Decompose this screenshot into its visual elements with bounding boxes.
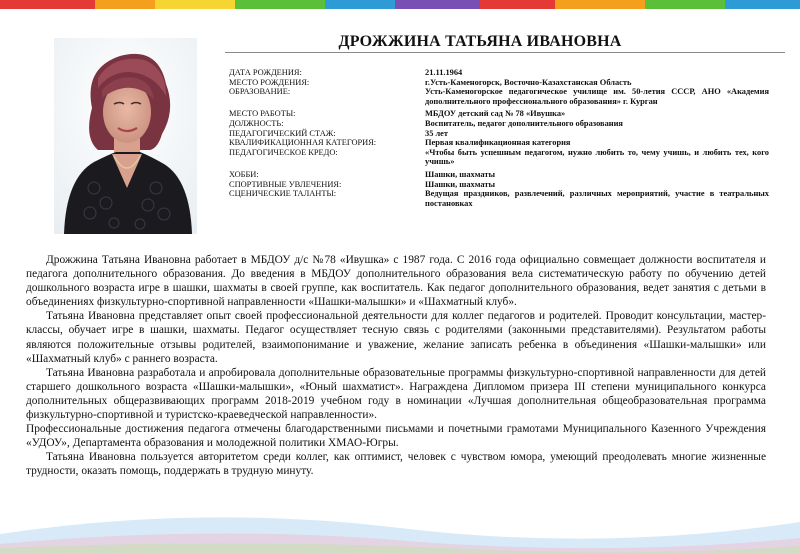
info-value: г.Усть-Каменогорск, Восточно-Казахстанская Область bbox=[425, 77, 632, 87]
biography-text bbox=[26, 253, 766, 479]
info-value: Воспитатель, педагог дополнительного образования bbox=[425, 118, 623, 128]
info-label: МЕСТО РАБОТЫ: bbox=[229, 109, 296, 119]
info-row bbox=[229, 129, 769, 139]
color-stripe bbox=[645, 0, 725, 9]
color-stripe bbox=[555, 0, 645, 9]
info-label: ХОББИ: bbox=[229, 169, 259, 179]
color-stripe bbox=[95, 0, 155, 9]
info-value: 21.11.1964 bbox=[425, 68, 463, 77]
info-value: Ведущая праздников, развлечений, различных мероприятий, участие в театральных постановках bbox=[425, 189, 769, 208]
page-title: ДРОЖЖИНА ТАТЬЯНА ИВАНОВНА bbox=[338, 33, 622, 50]
color-stripe bbox=[480, 0, 555, 9]
info-label: ДАТА РОЖДЕНИЯ: bbox=[229, 68, 302, 77]
info-label: МЕСТО РОЖДЕНИЯ: bbox=[229, 77, 310, 87]
biography-paragraph: Татьяна Ивановна представляет опыт своей профессиональной деятельности для коллег педагогов и родителей. Проводит консультации, мастер-классы, обучает игре в шашки, шахматы. Педагог осуществляет тесную связь с родителями (законными представителями). Результатом работы являются положительные отзывы родителей, взаимопонимание и уважение, желание записать ребенка в объединения «Шашки-малышки» или «Шахматный клуб» с раннего возраста. bbox=[26, 310, 766, 365]
info-row bbox=[229, 87, 769, 106]
info-row bbox=[229, 138, 769, 148]
decorative-wave bbox=[0, 494, 800, 554]
info-label: ДОЛЖНОСТЬ: bbox=[229, 118, 284, 128]
info-label: ОБРАЗОВАНИЕ: bbox=[229, 87, 291, 97]
info-row bbox=[229, 109, 769, 119]
color-stripe bbox=[235, 0, 325, 9]
info-value: «Чтобы быть успешным педагогом, нужно любить то, чему учишь, и любить тех, кого учишь» bbox=[425, 147, 769, 167]
color-stripe bbox=[395, 0, 480, 9]
info-value: Шашки, шахматы bbox=[425, 179, 496, 189]
title-divider bbox=[225, 52, 785, 53]
info-label: КВАЛИФИКАЦИОННАЯ КАТЕГОРИЯ: bbox=[229, 138, 377, 148]
biography-paragraph: Татьяна Ивановна разработала и апробировала дополнительные образовательные программы физкультурно-спортивной направленности для детей старшего дошкольного возраста «Шашки-малышки», «Юный шахматист». Награждена Дипломом призера III степени муниципального конкурса дополнительных общеразвивающих программ 2018-2019 учебном году в номинации «Лучшая дополнительная общеобразовательная программа физкультурно-спортивной и туристско-краеведческой направленности». bbox=[26, 366, 766, 422]
info-label: СЦЕНИЧЕСКИЕ ТАЛАНТЫ: bbox=[229, 189, 337, 199]
biography-paragraph: Татьяна Ивановна пользуется авторитетом среди коллег, как оптимист, человек с чувством юмора, умеющий преодолевать многие жизненные трудности, оказать помощь, поддержать в трудную минуту. bbox=[26, 451, 766, 478]
info-row bbox=[229, 170, 769, 180]
color-stripe bbox=[0, 0, 95, 9]
color-stripe bbox=[155, 0, 235, 9]
info-value: Шашки, шахматы bbox=[425, 169, 496, 179]
portrait-photo bbox=[54, 38, 197, 234]
info-value: Усть-Каменогорское педагогическое училище им. 50-летия СССР, АНО «Академия дополнительного профессионального образования» г. Курган bbox=[425, 87, 769, 106]
info-value: 35 лет bbox=[425, 128, 448, 138]
info-row bbox=[229, 119, 769, 129]
info-label: СПОРТИВНЫЕ УВЛЕЧЕНИЯ: bbox=[229, 179, 342, 189]
info-label: ПЕДАГОГИЧЕСКИЙ СТАЖ: bbox=[229, 128, 336, 138]
info-row bbox=[229, 78, 769, 88]
biography-paragraph: Профессиональные достижения педагога отмечены благодарственными письмами и почетными грамотами Муниципального Казенного Учреждения «УДОУ», Департамента образования и молодежной политики ХМАО-Югры. bbox=[26, 423, 766, 450]
info-row bbox=[229, 68, 769, 78]
info-value: МБДОУ детский сад № 78 «Ивушка» bbox=[425, 109, 566, 119]
info-row bbox=[229, 189, 769, 208]
color-stripe bbox=[725, 0, 800, 9]
profile-info-table bbox=[229, 68, 769, 208]
info-label: ПЕДАГОГИЧЕСКОЕ КРЕДО: bbox=[229, 147, 338, 157]
decorative-color-bar bbox=[0, 0, 800, 9]
color-stripe bbox=[325, 0, 395, 9]
biography-paragraph: Дрожжина Татьяна Ивановна работает в МБДОУ д/с №78 «Ивушка» с 1987 года. С 2016 года официально совмещает должности воспитателя и педагога дополнительного образования. До введения в МБДОУ дополнительного образования вела систематическую работу по обучению детей дошкольного возраста игре в шашки, шахматы в своей группе, как воспитатель. Как педагог дополнительного образования, ведет занятия с детьми в объединениях физкультурно-спортивной направленности «Шашки-малышки» и «Шахматный клуб». bbox=[26, 254, 766, 309]
info-value: Первая квалификационная категория bbox=[425, 138, 571, 148]
info-row bbox=[229, 148, 769, 167]
info-row bbox=[229, 180, 769, 190]
